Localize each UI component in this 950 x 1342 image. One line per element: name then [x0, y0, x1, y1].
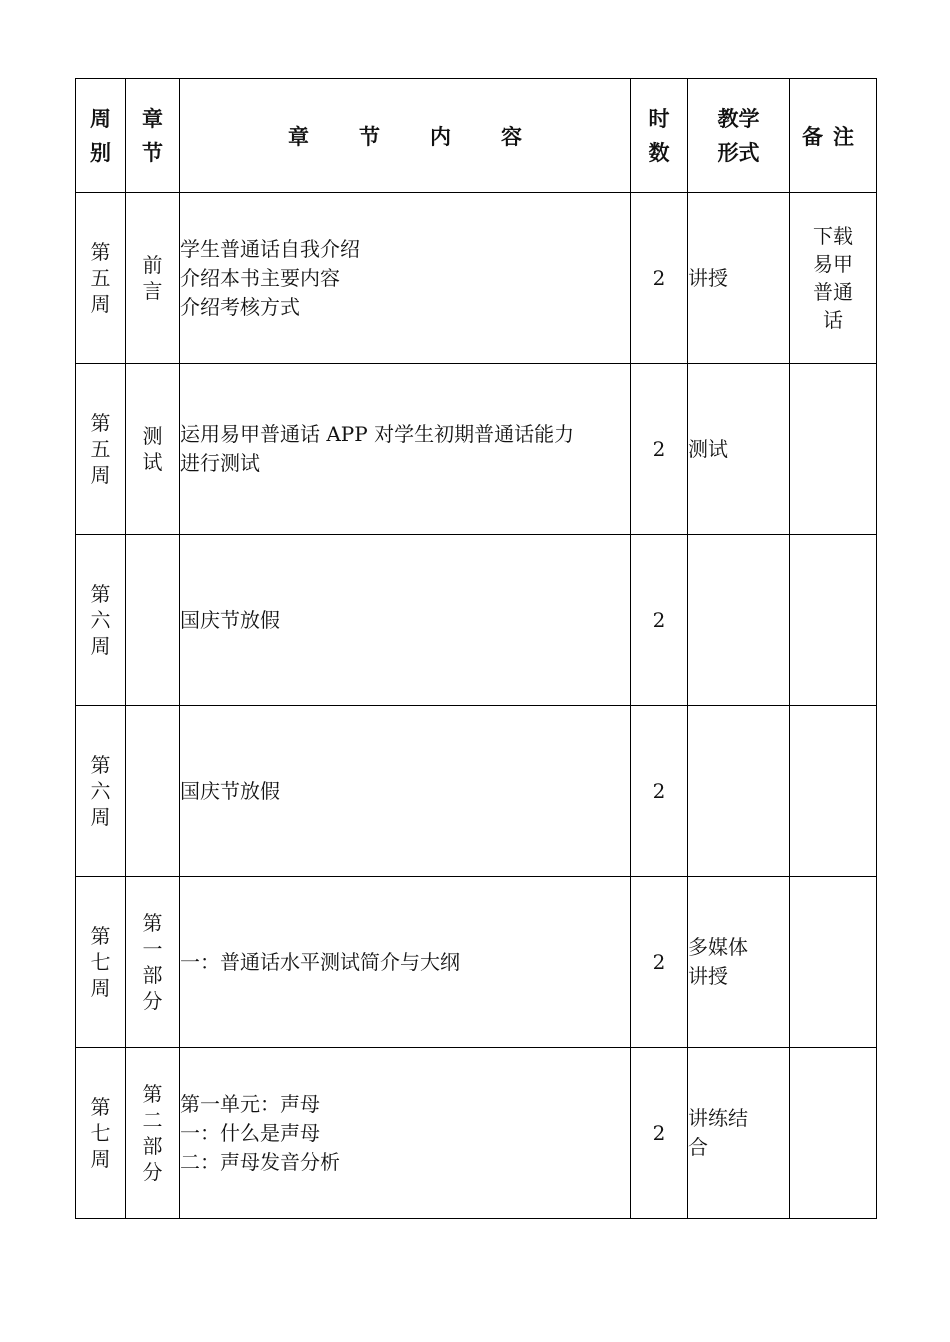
header-week: 周别 — [76, 79, 126, 193]
form-cell — [688, 877, 790, 1048]
hours-cell: 2 — [631, 364, 688, 535]
content-cell — [180, 364, 631, 535]
form-text: 讲练结合 — [688, 1106, 748, 1159]
form-cell — [688, 193, 790, 364]
content-line: 进行测试 — [180, 451, 260, 475]
note-cell — [790, 364, 877, 535]
week-cell — [76, 535, 126, 706]
header-chapter: 章节 — [126, 79, 180, 193]
content-cell — [180, 706, 631, 877]
note-cell — [790, 1048, 877, 1219]
content-cell — [180, 1048, 631, 1219]
note-text: 下载易甲普通话 — [813, 224, 853, 332]
note-cell — [790, 877, 877, 1048]
week-text: 第五周 — [90, 411, 111, 487]
hours-cell: 2 — [631, 877, 688, 1048]
content-cell — [180, 877, 631, 1048]
week-text: 第五周 — [90, 240, 111, 316]
week-cell — [76, 193, 126, 364]
content-line: 学生普通话自我介绍 — [180, 236, 360, 261]
chapter-text: 测试 — [142, 424, 163, 474]
schedule-table — [75, 78, 877, 1219]
content-line: 二：声母发音分析 — [180, 1149, 340, 1174]
form-text: 多媒体讲授 — [688, 935, 748, 988]
table-row — [76, 364, 877, 535]
content-line: 一：什么是声母 — [180, 1120, 320, 1145]
chapter-cell — [126, 193, 180, 364]
header-form: 教学形式 — [688, 79, 790, 193]
week-text: 第七周 — [90, 1095, 111, 1171]
content-line: 一：普通话水平测试简介与大纲 — [180, 949, 460, 974]
content-line: 国庆节放假 — [180, 778, 280, 803]
content-cell — [180, 535, 631, 706]
chapter-cell — [126, 706, 180, 877]
form-text: 测试 — [688, 436, 728, 461]
header-hours: 时数 — [631, 79, 688, 193]
week-text: 第六周 — [90, 753, 111, 829]
note-cell — [790, 706, 877, 877]
hours-cell: 2 — [631, 706, 688, 877]
table-row — [76, 877, 877, 1048]
week-cell — [76, 1048, 126, 1219]
week-text: 第六周 — [90, 582, 111, 658]
week-cell — [76, 364, 126, 535]
form-cell — [688, 364, 790, 535]
content-line: 国庆节放假 — [180, 607, 280, 632]
chapter-cell — [126, 535, 180, 706]
header-content: 章节内容 — [180, 79, 631, 193]
chapter-text: 第一部分 — [142, 911, 163, 1013]
chapter-cell — [126, 877, 180, 1048]
chapter-cell — [126, 1048, 180, 1219]
table-row — [76, 1048, 877, 1219]
chapter-text: 前言 — [142, 253, 163, 303]
note-cell — [790, 193, 877, 364]
form-cell — [688, 535, 790, 706]
content-cell — [180, 193, 631, 364]
chapter-cell — [126, 364, 180, 535]
week-cell — [76, 877, 126, 1048]
header-row — [76, 79, 877, 193]
header-note: 备注 — [790, 79, 877, 193]
week-text: 第七周 — [90, 924, 111, 1000]
note-cell — [790, 535, 877, 706]
table-row — [76, 193, 877, 364]
content-line: 第一单元：声母 — [180, 1091, 320, 1116]
content-line: 运用易甲普通话 APP 对学生初期普通话能力 — [180, 422, 575, 446]
table-row — [76, 535, 877, 706]
hours-cell: 2 — [631, 1048, 688, 1219]
content-line: 介绍考核方式 — [180, 294, 300, 319]
week-cell — [76, 706, 126, 877]
form-cell — [688, 706, 790, 877]
content-line: 介绍本书主要内容 — [180, 265, 340, 290]
table-row — [76, 706, 877, 877]
hours-cell: 2 — [631, 193, 688, 364]
form-text: 讲授 — [688, 265, 728, 290]
hours-cell: 2 — [631, 535, 688, 706]
chapter-text: 第二部分 — [142, 1082, 163, 1184]
form-cell — [688, 1048, 790, 1219]
